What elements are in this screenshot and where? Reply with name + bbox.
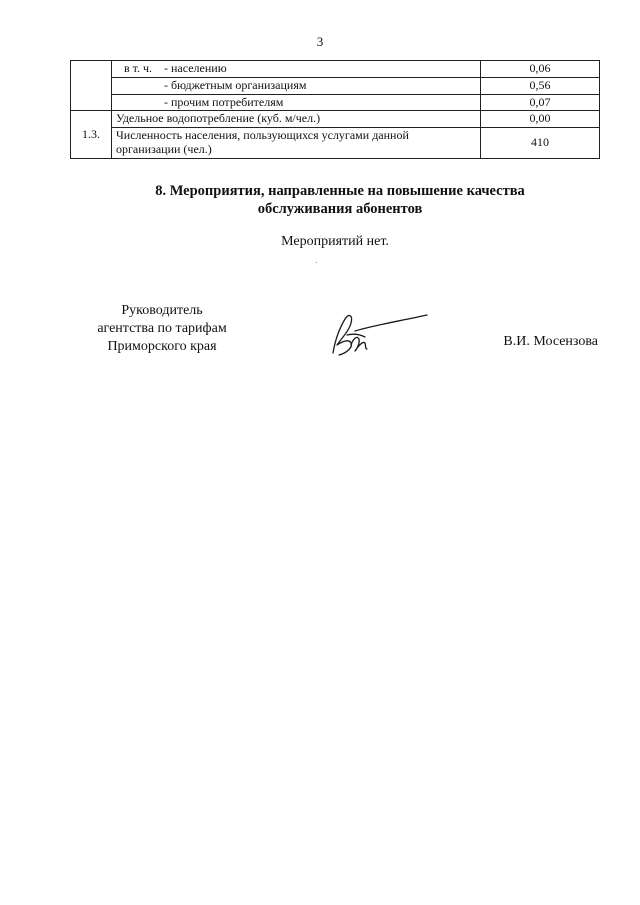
table-row	[71, 111, 600, 128]
signer-position	[72, 302, 252, 357]
scan-speck	[316, 262, 317, 263]
row-value-cell: 0,07	[481, 94, 600, 111]
row-name-cell: - бюджетным организациям	[112, 77, 481, 94]
table-row	[71, 77, 600, 94]
row-prefix: в т. ч.	[124, 61, 153, 75]
section-heading-line: обслуживания абонентов	[257, 201, 423, 218]
handwritten-signature	[325, 305, 435, 365]
row-name-cell: - прочим потребителям	[112, 94, 481, 111]
signer-name: В.И. Мосензова	[503, 334, 598, 349]
row-number-cell	[71, 61, 112, 111]
table-row	[71, 61, 600, 78]
row-name: - населению	[164, 61, 227, 75]
row-value-cell: 0,56	[481, 77, 600, 94]
row-number-cell: 1.3.	[71, 111, 112, 158]
section-heading	[0, 182, 640, 218]
row-value-cell: 0,00	[481, 111, 600, 128]
signer-position-line: агентства по тарифам	[97, 321, 227, 337]
section-body: Мероприятий нет.	[281, 234, 389, 249]
row-value-cell: 0,06	[481, 61, 600, 78]
row-name-cell	[112, 61, 481, 78]
table-row	[71, 94, 600, 111]
row-name-cell: Численность населения, пользующихся услугами данной организации (чел.)	[112, 128, 481, 159]
section-heading-line: 8. Мероприятия, направленные на повышение качества	[155, 183, 525, 199]
tariff-table	[70, 60, 600, 159]
page-number: 3	[316, 34, 324, 49]
table-row	[71, 128, 600, 159]
signer-position-line: Приморского края	[107, 339, 217, 355]
row-value-cell: 410	[481, 128, 600, 159]
signer-position-line: Руководитель	[121, 303, 203, 318]
row-name-cell: Удельное водопотребление (куб. м/чел.)	[112, 111, 481, 128]
